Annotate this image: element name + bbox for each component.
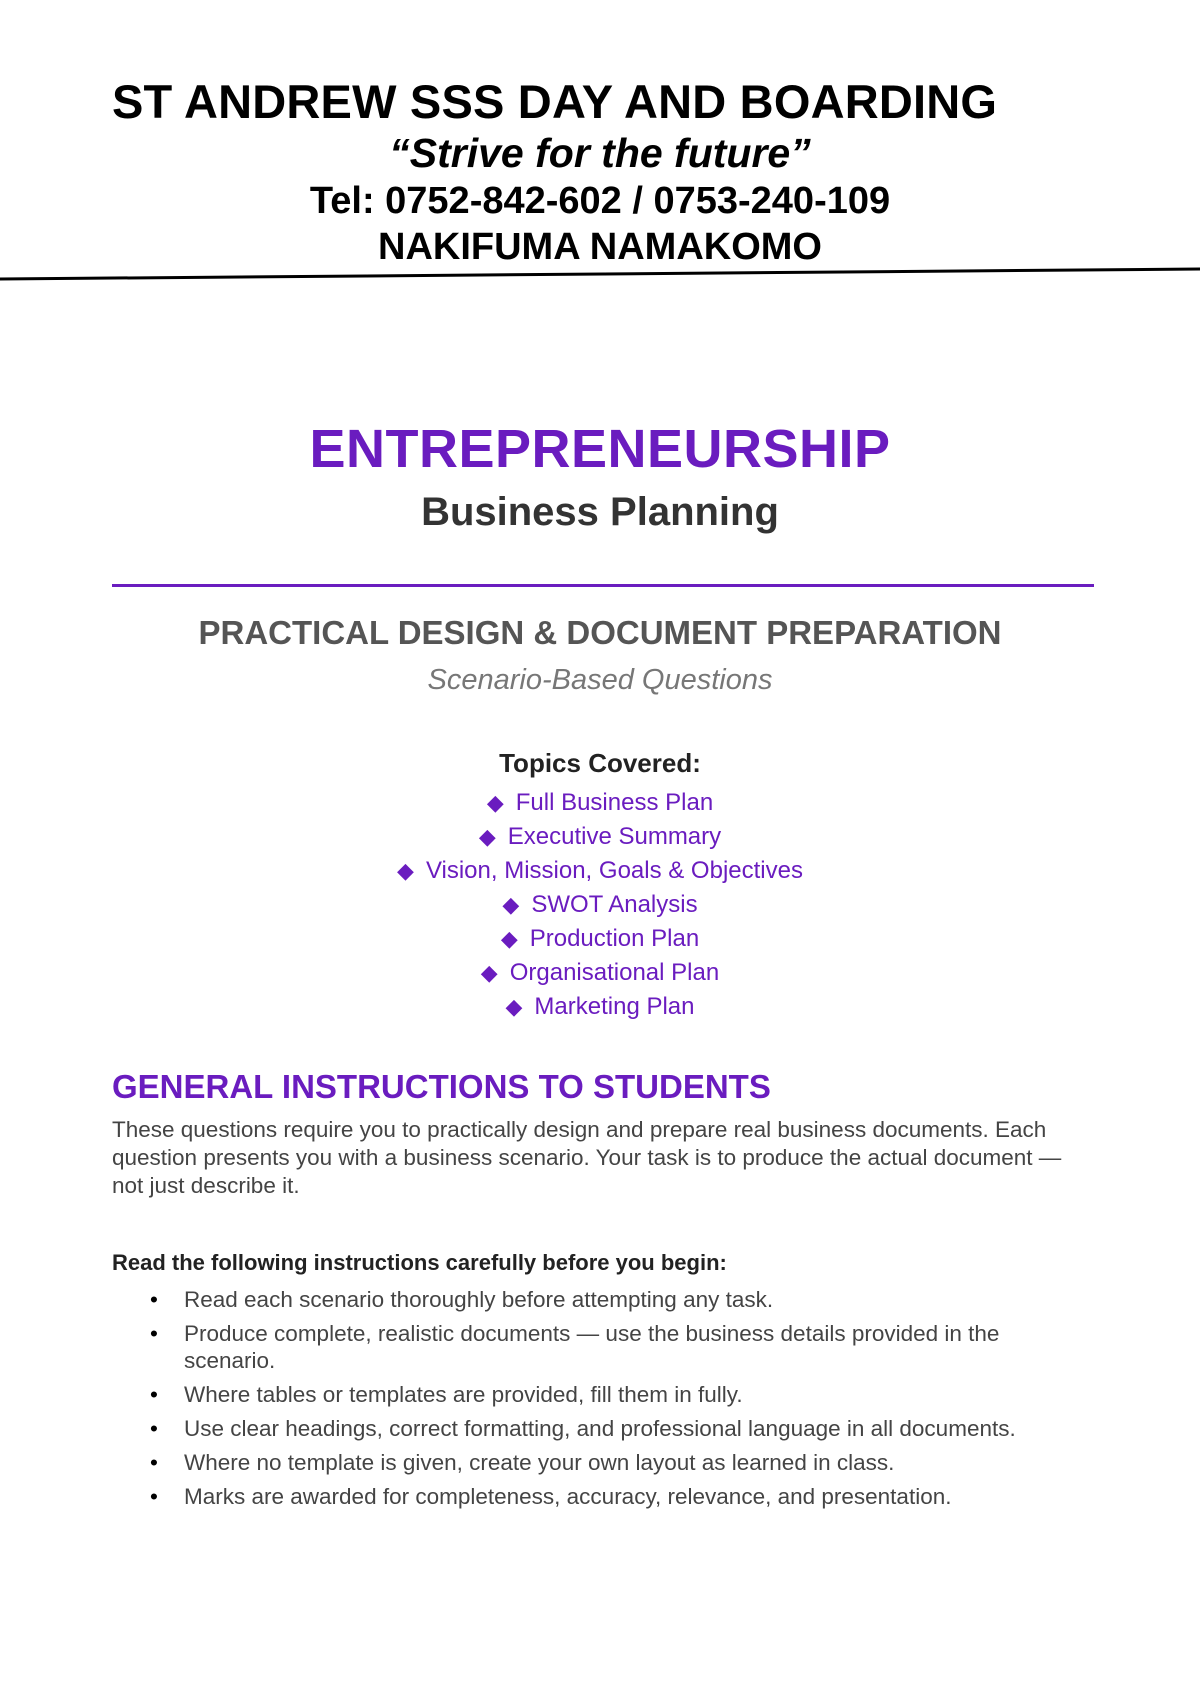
diamond-bullet-icon: ◆: [397, 858, 414, 883]
diamond-bullet-icon: ◆: [500, 926, 518, 951]
diamond-bullet-icon: ◆: [502, 892, 520, 917]
instruction-text: Produce complete, realistic documents — use the business details provided in the scenario.: [184, 1321, 1000, 1373]
topic-title: Business Planning: [421, 490, 779, 534]
instruction-item: [112, 1286, 1082, 1313]
school-motto: “Strive for the future”: [389, 130, 811, 176]
topics-list: [0, 786, 1200, 1024]
diamond-bullet-icon: ◆: [480, 960, 498, 985]
topic-item: [0, 922, 1200, 956]
topic-label: Vision, Mission, Goals & Objectives: [425, 857, 803, 884]
topic-item: [0, 990, 1200, 1024]
instructions-heading: GENERAL INSTRUCTIONS TO STUDENTS: [112, 1068, 771, 1105]
title-divider: [112, 584, 1094, 587]
bullet-icon: •: [150, 1484, 158, 1509]
topic-item: [0, 786, 1200, 820]
instruction-text: Where tables or templates are provided, fill them in fully.: [184, 1382, 743, 1407]
read-instructions-heading: Read the following instructions carefully before you begin:: [112, 1250, 727, 1275]
telephone-line: Tel: 0752-842-602 / 0753-240-109: [309, 180, 891, 222]
instruction-item: [112, 1483, 1082, 1510]
topic-label: SWOT Analysis: [531, 891, 698, 918]
instruction-text: Use clear headings, correct formatting, and professional language in all documents.: [184, 1416, 1016, 1441]
diamond-bullet-icon: ◆: [505, 994, 523, 1019]
bullet-icon: •: [150, 1450, 158, 1475]
instructions-list: [112, 1286, 1082, 1517]
bullet-icon: •: [150, 1416, 158, 1441]
header-divider-stroke: [0, 269, 1200, 279]
topic-label: Executive Summary: [507, 823, 722, 850]
header-divider: [0, 262, 1200, 282]
instruction-text: Marks are awarded for completeness, accuracy, relevance, and presentation.: [184, 1484, 952, 1509]
topic-item: [0, 854, 1200, 888]
section-title: PRACTICAL DESIGN & DOCUMENT PREPARATION: [198, 614, 1002, 651]
instruction-item: [112, 1415, 1082, 1442]
section-subtitle: Scenario-Based Questions: [427, 664, 773, 696]
topics-heading: Topics Covered:: [499, 748, 701, 778]
topic-label: Full Business Plan: [515, 789, 714, 816]
school-location: NAKIFUMA NAMAKOMO: [378, 226, 822, 268]
instruction-item: [112, 1381, 1082, 1408]
diamond-bullet-icon: ◆: [486, 790, 504, 815]
topic-item: [0, 956, 1200, 990]
subject-title: ENTREPRENEURSHIP: [309, 419, 891, 479]
topic-label: Organisational Plan: [509, 959, 720, 986]
bullet-icon: •: [150, 1321, 158, 1346]
topic-label: Marketing Plan: [534, 993, 695, 1020]
topic-item: [0, 888, 1200, 922]
topic-label: Production Plan: [529, 925, 700, 952]
instruction-text: Read each scenario thoroughly before attempting any task.: [184, 1287, 774, 1312]
diamond-bullet-icon: ◆: [478, 824, 496, 849]
school-name: ST ANDREW SSS DAY AND BOARDING: [112, 75, 998, 128]
instructions-intro: These questions require you to practically design and prepare real business documents. Each question presents you with a business scenario. Your task is to produce the actual document — not just describe it.: [112, 1117, 1062, 1198]
bullet-icon: •: [150, 1287, 158, 1312]
bullet-icon: •: [150, 1382, 158, 1407]
instruction-item: [112, 1320, 1082, 1374]
instruction-item: [112, 1449, 1082, 1476]
topic-item: [0, 820, 1200, 854]
instruction-text: Where no template is given, create your own layout as learned in class.: [184, 1450, 895, 1475]
